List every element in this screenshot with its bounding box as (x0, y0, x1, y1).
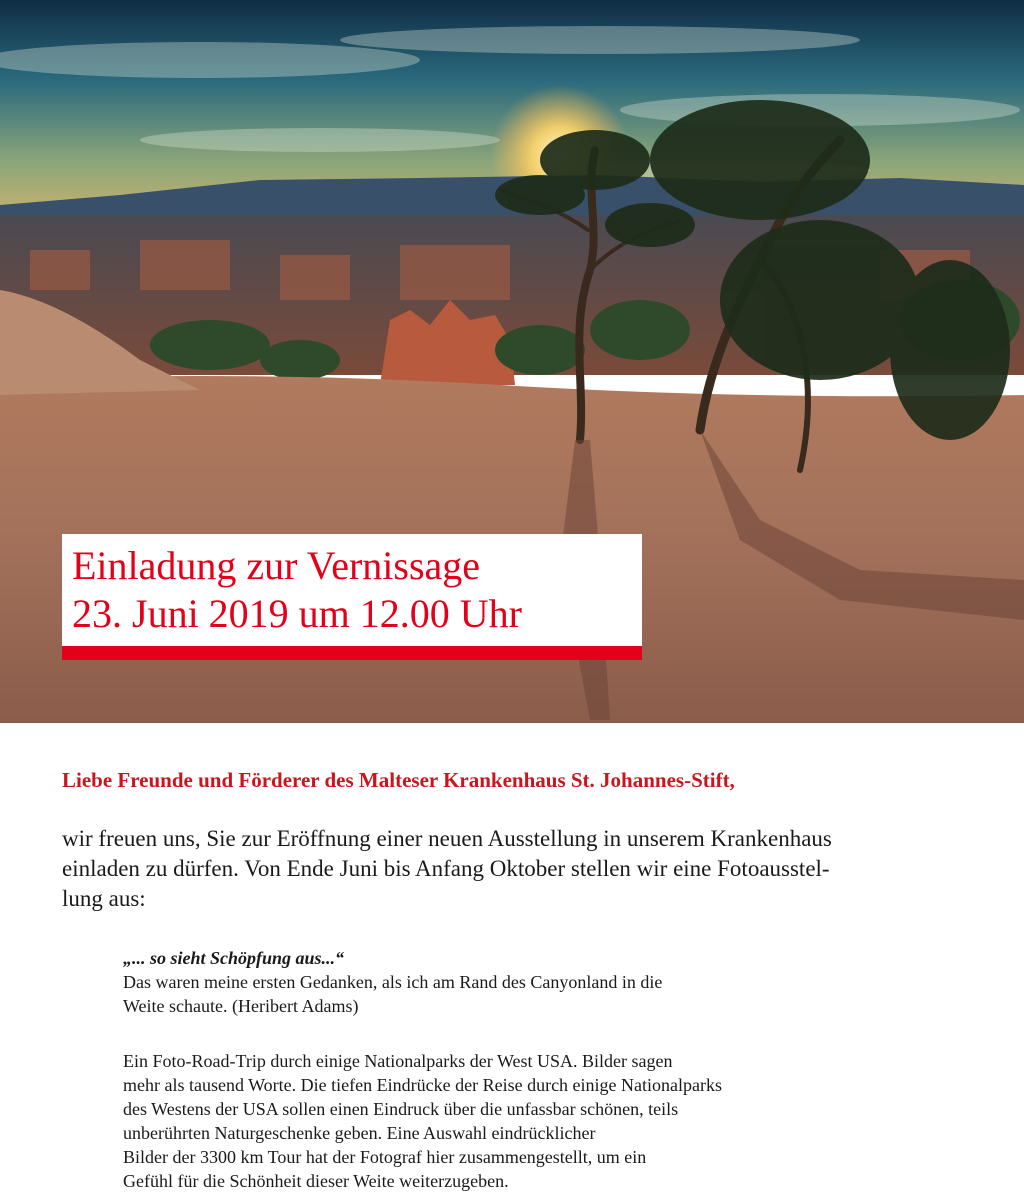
event-title: Einladung zur Vernissage (72, 543, 481, 588)
intro-line: einladen zu dürfen. Von Ende Juni bis Anfang Oktober stellen wir eine Fotoausstel- (62, 856, 830, 881)
description-line: Bilder der 3300 km Tour hat der Fotograf hier zusammengestellt, um ein (123, 1147, 647, 1167)
quote-title: „... so sieht Schöpfung aus...“ (123, 948, 345, 968)
event-title-box (62, 534, 642, 660)
description-line: Gefühl für die Schönheit dieser Weite weiterzugeben. (123, 1171, 509, 1191)
intro-line: lung aus: (62, 886, 146, 911)
quote-block (123, 946, 923, 1018)
title-accent-bar (62, 646, 642, 660)
description-line: unberührten Naturgeschenke geben. Eine Auswahl eindrücklicher (123, 1123, 596, 1143)
intro-line: wir freuen uns, Sie zur Eröffnung einer neuen Ausstellung in unserem Krankenhaus (62, 826, 832, 851)
description-line: mehr als tausend Worte. Die tiefen Eindrücke der Reise durch einige Nationalparks (123, 1075, 723, 1095)
description-paragraph (123, 1049, 923, 1193)
salutation: Liebe Freunde und Förderer des Malteser Krankenhaus St. Johannes-Stift, (62, 768, 735, 792)
quote-line: Das waren meine ersten Gedanken, als ich am Rand des Canyonland in die (123, 972, 663, 992)
description-line: Ein Foto-Road-Trip durch einige Nationalparks der West USA. Bilder sagen (123, 1051, 673, 1071)
intro-paragraph (62, 824, 982, 914)
event-date-time: 23. Juni 2019 um 12.00 Uhr (72, 591, 522, 636)
quote-line: Weite schaute. (Heribert Adams) (123, 996, 359, 1016)
description-line: des Westens der USA sollen einen Eindruck über die unfassbar schönen, teils (123, 1099, 679, 1119)
